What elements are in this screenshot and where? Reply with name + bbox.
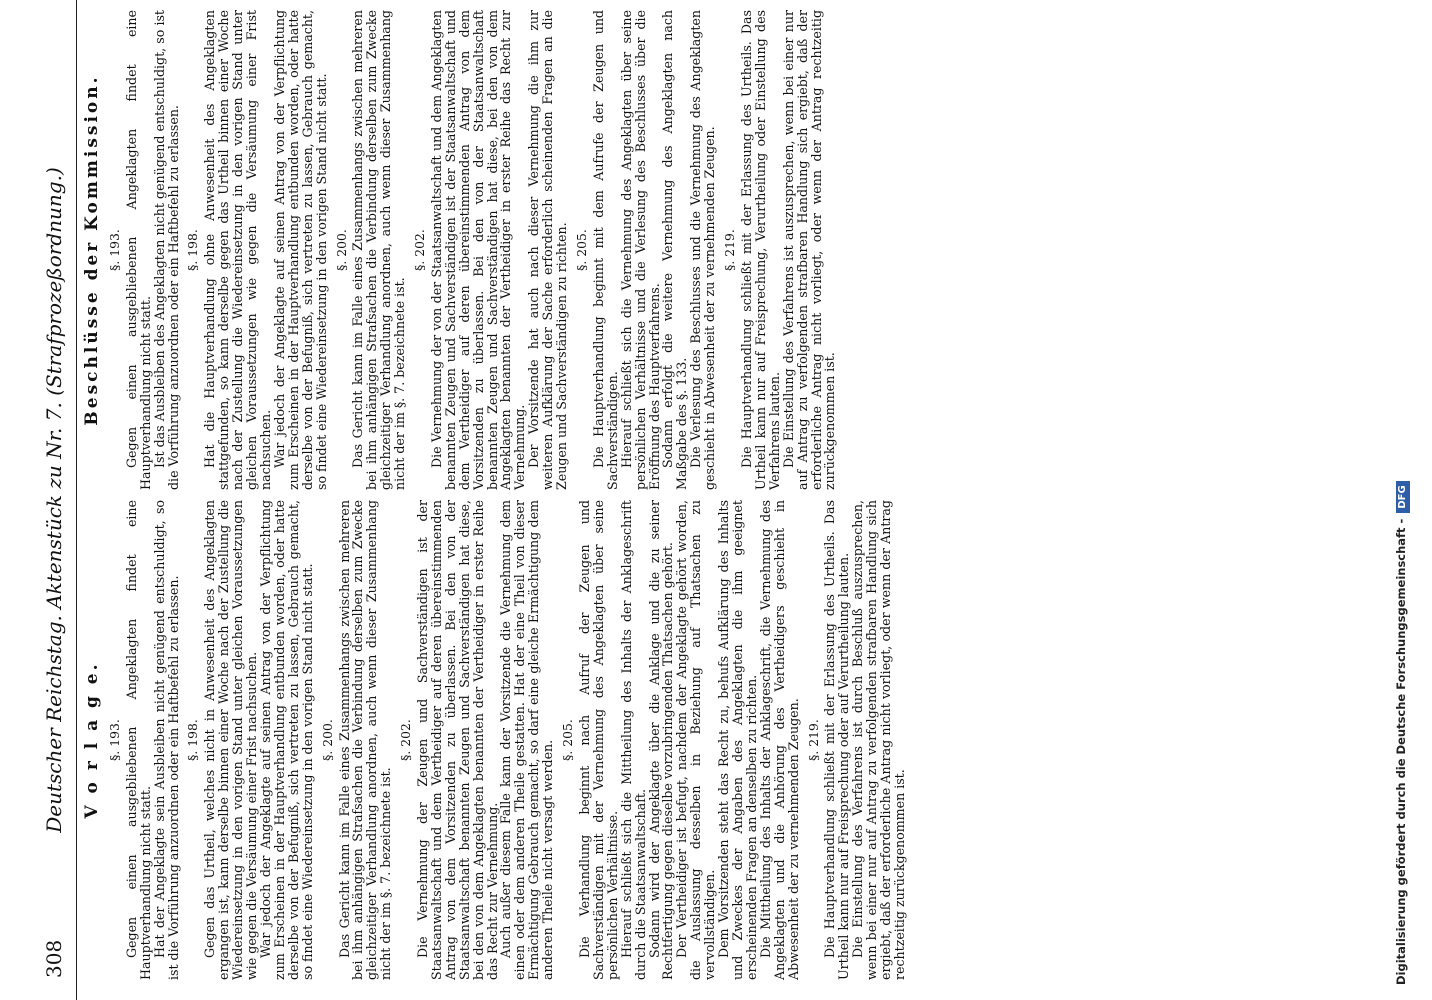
paragraph: Der Vorsitzende hat auch nach dieser Vernehmung die ihm zur weiteren Aufklärung der Sache erforderlich scheinenden Fragen an die Zeugen und Sachverständigen zu richten. (526, 10, 570, 490)
page-header (36, 0, 77, 1000)
section-193 (108, 10, 181, 490)
digitization-note-text: Digitalisierung gefördert durch die Deutsche Forschungsgemeinschaft - (1394, 518, 1408, 985)
vorlage-sections (108, 500, 907, 980)
page-number: 308 (42, 939, 66, 978)
section-219 (807, 500, 907, 980)
paragraph: Die Verlesung des Beschlusses und die Vernehmung des Angeklagten geschieht in Abwesenheit der zu vernehmenden Zeugen. (688, 10, 718, 490)
paragraph: Sodann wird der Angeklagte über die Anklage und die zu seiner Rechtfertigung gegen dieselbe vorzubringenden Thatsachen gehört. (646, 500, 676, 980)
paragraph: Die Verhandlung beginnt nach Aufruf der Zeugen und Sachverständigen mit der Vernehmung des Angeklagten über seine persönlichen Verhältnisse. (577, 500, 620, 980)
section-title: §. 219. (805, 719, 821, 761)
paragraph: Die Vernehmung der von der Staatsanwaltschaft und dem Angeklagten benannten Zeugen und Sachverständigen ist der Staatsanwaltschaft und dem Vertheidiger auf deren übereinstimmenden Antrag von dem Vorsitzenden zu überlassen. Bei den von der Staatsanwaltschaft benannten Zeugen und Sachverständigen hat diese, bei den von dem Angeklagten benannten der Vertheidiger in erster Reihe das Recht zur Vernehmung. (428, 10, 528, 490)
paragraph: Dem Vorsitzenden steht das Recht zu, behufs Aufklärung des Inhalts und Zweckes der Angaben des Angeklagten die ihm geeignet erscheinenden Fragen an denselben zu richten. (716, 500, 759, 980)
paragraph: Die Einstellung des Verfahrens ist auszusprechen, wenn bei einer nur auf Antrag zu verfolgenden strafbaren Handlung sich ergiebt, daß der erforderliche Antrag nicht vorliegt, oder wenn der Antrag rechtzeitig zurückgenommen ist. (780, 10, 838, 490)
section-title: §. 200. (333, 229, 349, 271)
section-title: §. 193. (106, 229, 122, 271)
paragraph: Die Hauptverhandlung schließt mit der Erlassung des Urtheils. Das Urtheil kann nur auf Freisprechung oder auf Verurtheilung lauten. (822, 500, 852, 980)
document-page (30, 0, 1390, 1000)
paragraph: Der Vertheidiger ist befugt, nachdem der Angeklagte gehört worden, die Auslassung desselben in Beziehung auf Thatsachen zu vervollständigen. (674, 500, 718, 980)
column-heading-beschluesse: Beschlüsse der Kommission. (82, 74, 102, 426)
section-205 (561, 500, 800, 980)
section-title: §. 198. (185, 719, 201, 761)
paragraph: Auch außer diesem Falle kann der Vorsitzende die Vernehmung dem einen oder dem anderen Theile gestatten. Hat der eine Theil von dieser Ermächtigung Gebrauch gemacht, so darf eine gleiche Ermächtigung dem anderen Theile nicht versagt werden. (498, 500, 556, 980)
column-heading-vorlage: V o r l a g e. (82, 661, 102, 819)
paragraph: Hierauf schließt sich die Vernehmung des Angeklagten über seine persönlichen Verhältnisse und die Verlesung des Beschlusses über die Eröffnung des Hauptverfahrens. (618, 10, 662, 490)
paragraph: Das Gericht kann im Falle eines Zusammenhangs zwischen mehreren bei ihm anhängigen Strafsachen die Verbindung derselben zum Zwecke gleichzeitiger Verhandlung anordnen, auch wenn dieser Zusammenhang nicht der im §. 7. bezeichnete ist. (336, 500, 394, 980)
section-198 (186, 10, 328, 490)
page-title: Deutscher Reichstag. Aktenstück zu Nr. 7. (Strafprozeßordnung.) (42, 167, 66, 833)
section-title: §. 205. (560, 719, 576, 761)
section-202 (399, 500, 555, 980)
paragraph: War jedoch der Angeklagte auf seinen Antrag von der Verpflichtung zum Erscheinen in der Hauptverhandlung entbunden worden, oder hatte derselbe von der Befugniß, sich vertreten zu lassen, Gebrauch gemacht, so findet eine Wiedereinsetzung in den vorigen Stand nicht statt. (271, 10, 329, 490)
section-title: §. 202. (398, 719, 414, 761)
paragraph: Die Vernehmung der Zeugen und Sachverständigen ist der Staatsanwaltschaft und dem Vertheidiger auf deren übereinstimmenden Antrag von dem Vorsitzenden zu überlassen. Bei den von der Staatsanwaltschaft benannten Zeugen und Sachverständigen hat diese, bei den von dem Angeklagten benannten der Vertheidiger in erster Reihe das Recht zur Vernehmung. (415, 500, 500, 980)
paragraph: Die Hauptverhandlung schließt mit der Erlassung des Urtheils. Das Urtheil kann nur auf Freisprechung, Verurtheilung oder Einstellung des Verfahrens lauten. (738, 10, 782, 490)
section-title: §. 202. (412, 229, 428, 271)
paragraph: Sodann erfolgt die weitere Vernehmung des Angeklagten nach Maßgabe des §. 133. (660, 10, 690, 490)
paragraph: Gegen das Urtheil, welches nicht in Anwesenheit des Angeklagten ergangen ist, kann derselbe binnen einer Woche nach der Zustellung die Wiedereinsetzung in den vorigen Stand unter gleichen Voraussetzungen wie gegen die Versäumung einer Frist nachsuchen. (202, 500, 260, 980)
section-title: §. 198. (185, 229, 201, 271)
section-title: §. 193. (106, 719, 122, 761)
paragraph: Die Mittheilung des Inhalts der Anklageschrift, die Vernehmung des Angeklagten und die Anhörung des Vertheidigers geschieht in Abwesenheit der zu vernehmenden Zeugen. (757, 500, 801, 980)
paragraph: Das Gericht kann im Falle eines Zusammenhangs zwischen mehreren bei ihm anhängigen Strafsachen die Verbindung derselben zum Zwecke gleichzeitiger Verhandlung anordnen, auch wenn dieser Zusammenhang nicht der im §. 7. bezeichnete ist. (350, 10, 408, 490)
section-title: §. 219. (722, 229, 738, 271)
section-198 (186, 500, 314, 980)
section-219 (723, 10, 837, 490)
section-200 (321, 500, 394, 980)
paragraph: Gegen einen ausgebliebenen Angeklagten findet eine Hauptverhandlung nicht statt. (123, 10, 153, 490)
section-193 (108, 500, 181, 980)
section-205 (575, 10, 717, 490)
paragraph: Hat der Angeklagte sein Ausbleiben nicht genügend entschuldigt, so ist die Vorführung anzuordnen oder ein Haftbefehl zu erlassen. (151, 500, 181, 980)
paragraph: Die Hauptverhandlung beginnt mit dem Aufrufe der Zeugen und Sachverständigen. (590, 10, 620, 490)
digitization-note (1392, 5, 1410, 985)
section-202 (413, 10, 569, 490)
section-title: §. 200. (319, 719, 335, 761)
paragraph: Ist das Ausbleiben des Angeklagten nicht genügend entschuldigt, so ist die Vorführung anzuordnen oder ein Haftbefehl zu erlassen. (151, 10, 181, 490)
paragraph: War jedoch der Angeklagte auf seinen Antrag von der Verpflichtung zum Erscheinen in der Hauptverhandlung entbunden worden, oder hatte derselbe von der Befugniß, sich vertreten zu lassen, Gebrauch gemacht, so findet eine Wiedereinsetzung in den vorigen Stand nicht statt. (257, 500, 315, 980)
dfg-badge: DFG (1396, 481, 1410, 512)
column-vorlage (82, 500, 907, 980)
paragraph: Hierauf schließt sich die Mittheilung des Inhalts der Anklageschrift durch die Staatsanwaltschaft. (618, 500, 648, 980)
paragraph: Hat die Hauptverhandlung ohne Anwesenheit des Angeklagten stattgefunden, so kann derselbe gegen das Urtheil binnen einer Woche nach der Zustellung die Wiedereinsetzung in den vorigen Stand unter gleichen Voraussetzungen wie gegen die Versäumung einer Frist nachsuchen. (202, 10, 273, 490)
paragraph: Die Einstellung des Verfahrens ist durch Beschluß auszusprechen, wenn bei einer nur auf Antrag zu verfolgenden strafbaren Handlung sich ergiebt, daß der erforderliche Antrag nicht vorliegt, oder wenn der Antrag rechtzeitig zurückgenommen ist. (850, 500, 907, 980)
beschluesse-sections (108, 10, 837, 490)
section-200 (335, 10, 408, 490)
column-beschluesse (82, 10, 837, 490)
paragraph: Gegen einen ausgebliebenen Angeklagten findet eine Hauptverhandlung nicht statt. (123, 500, 153, 980)
section-title: §. 205. (574, 229, 589, 271)
